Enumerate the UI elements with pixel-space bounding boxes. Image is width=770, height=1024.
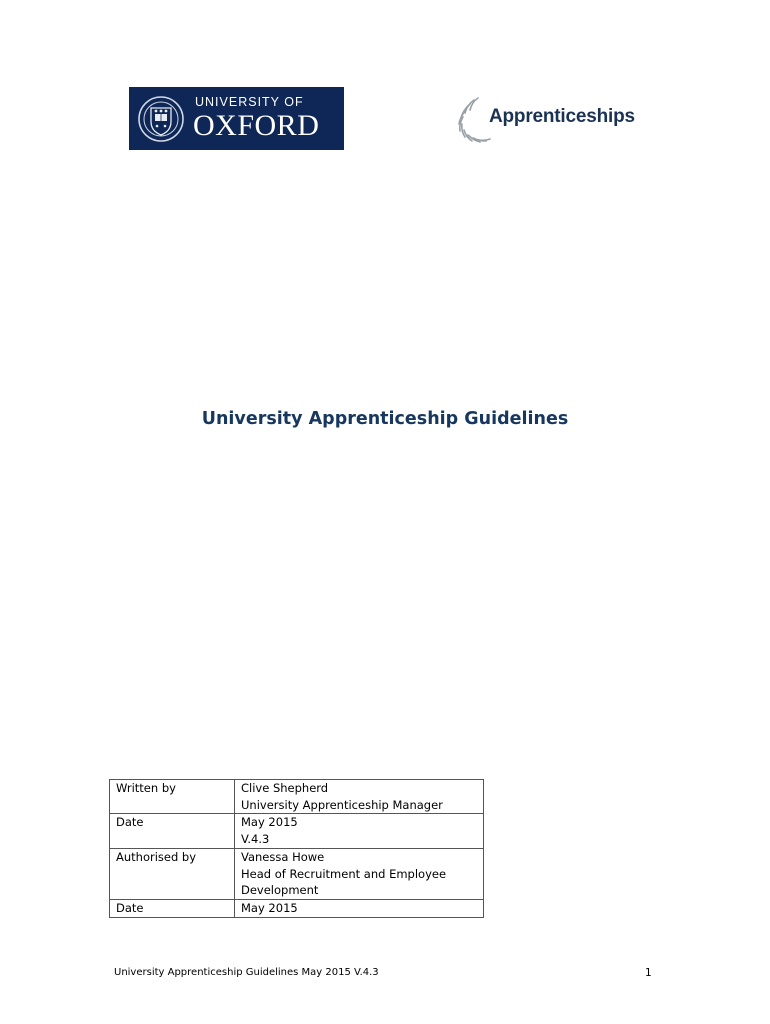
value-line: Vanessa Howe bbox=[241, 849, 325, 864]
document-info-table bbox=[109, 779, 484, 918]
table-row bbox=[110, 780, 484, 814]
row-value bbox=[235, 780, 484, 814]
page-footer-text: University Apprenticeship Guidelines May 2015 V.4.3 bbox=[114, 967, 379, 978]
oxford-logo-line1: UNIVERSITY OF bbox=[195, 95, 304, 109]
table-row bbox=[110, 899, 484, 917]
row-value bbox=[235, 899, 484, 917]
table-row bbox=[110, 848, 484, 899]
row-value bbox=[235, 814, 484, 848]
university-of-oxford-logo bbox=[129, 87, 344, 150]
oxford-logo-line2: OXFORD bbox=[193, 109, 320, 142]
apprenticeships-logo-text: Apprenticeships bbox=[489, 106, 635, 127]
document-title: University Apprenticeship Guidelines bbox=[201, 409, 569, 429]
apprenticeships-logo bbox=[456, 92, 646, 152]
value-line: Clive Shepherd bbox=[241, 781, 329, 795]
value-line: May 2015 bbox=[241, 815, 298, 830]
row-label: Written by bbox=[110, 780, 235, 814]
row-label: Date bbox=[110, 899, 235, 917]
row-value bbox=[235, 848, 484, 899]
row-label: Authorised by bbox=[110, 848, 235, 899]
value-line: Head of Recruitment and Employee Development bbox=[241, 866, 447, 898]
page-number: 1 bbox=[645, 967, 652, 979]
table-row bbox=[110, 814, 484, 848]
value-line: May 2015 bbox=[241, 900, 298, 915]
value-line: University Apprenticeship Manager bbox=[241, 797, 443, 812]
oxford-crest-icon bbox=[137, 92, 185, 146]
row-label: Date bbox=[110, 814, 235, 848]
value-line: V.4.3 bbox=[241, 832, 270, 847]
